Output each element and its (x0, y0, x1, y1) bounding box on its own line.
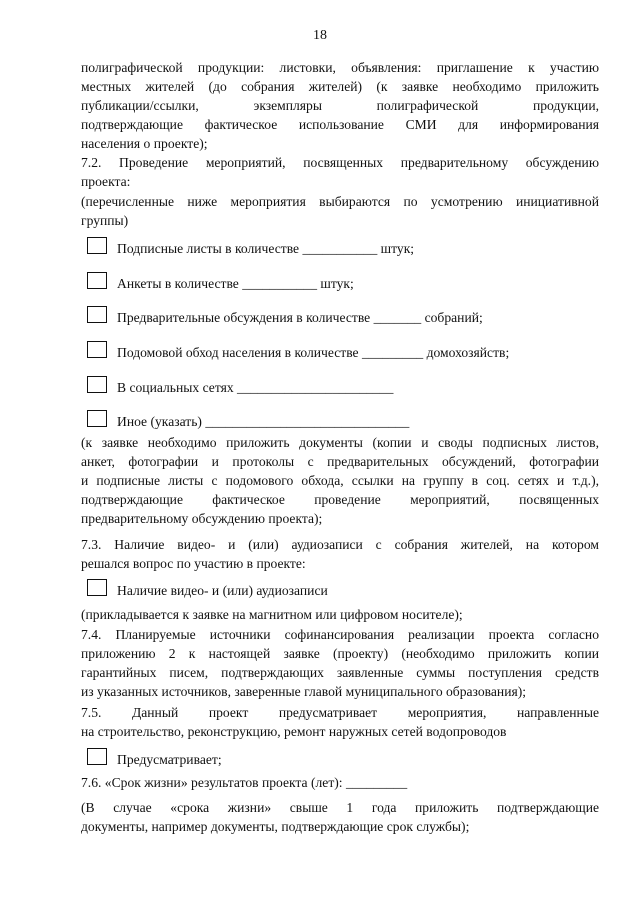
text-line: приложению 2 к настоящей заявке (проекту) (необходимо приложить копии (81, 646, 599, 661)
text-line: 7.3. Наличие видео- и (или) аудиозаписи с собрания жителей, на котором (81, 537, 599, 552)
checkbox-label-suffix: домохозяйств; (423, 345, 510, 360)
checkbox-label: Предусматривает; (117, 752, 222, 767)
provides-checkbox[interactable] (87, 748, 107, 765)
text-line: и подписные листы с подомового обхода, ссылки на группу в соц. сетях и т.д.), (81, 473, 599, 488)
questionnaires-checkbox[interactable] (87, 272, 107, 289)
text-line: подтверждающие фактическое проведение мероприятий, посвященных (81, 492, 599, 507)
text-line: (перечисленные ниже мероприятия выбираются по усмотрению инициативной (81, 194, 599, 209)
checkbox-label: В социальных сетях (117, 380, 238, 395)
section-7-6 (81, 773, 599, 792)
text-line (81, 773, 599, 792)
video-note (81, 605, 599, 624)
text-line: проекта: (81, 174, 131, 189)
checkbox-label: Предварительные обсуждения в количестве (117, 310, 374, 325)
discussions-checkbox[interactable] (87, 306, 107, 323)
checkbox-label-suffix: собраний; (421, 310, 483, 325)
text-line: 7.5. Данный проект предусматривает мероприятия, направленные (81, 705, 599, 720)
text-line: (к заявке необходимо приложить документы (копии и своды подписных листов, (81, 435, 599, 450)
note-7-2 (81, 192, 599, 230)
note-7-6 (81, 798, 599, 836)
section-7-2 (81, 153, 599, 191)
social-networks-checkbox[interactable] (87, 376, 107, 393)
video-checkbox[interactable] (87, 579, 107, 596)
text-blank[interactable]: _______________________ (237, 380, 394, 395)
section-7-5 (81, 703, 599, 741)
signature-sheets-checkbox[interactable] (87, 237, 107, 254)
project-lifetime-label: 7.6. «Срок жизни» результатов проекта (лет): (81, 775, 346, 790)
text-line: решался вопрос по участию в проекте: (81, 556, 306, 571)
text-line: из указанных источников, заверенные главой муниципального образования); (81, 684, 527, 699)
section-7-3 (81, 535, 599, 573)
text-line: на строительство, реконструкцию, ремонт наружных сетей водопроводов (81, 724, 507, 739)
text-line: 7.2. Проведение мероприятий, посвященных предварительному обсуждению (81, 155, 599, 170)
text-line: (В случае «срока жизни» свыше 1 года приложить подтверждающие (81, 800, 599, 815)
paragraph-documents (81, 433, 599, 528)
text-line: 7.4. Планируемые источники софинансирования реализации проекта согласно (81, 627, 599, 642)
checkbox-label: Наличие видео- и (или) аудиозаписи (117, 583, 328, 598)
quantity-blank[interactable]: _______ (373, 310, 422, 325)
quantity-blank[interactable]: _________ (362, 345, 424, 360)
section-7-4 (81, 625, 599, 701)
checkbox-label: Анкеты в количестве (117, 276, 243, 291)
text-line: населения о проекте); (81, 136, 208, 151)
text-line: подтверждающие фактическое использование СМИ для информирования (81, 117, 599, 132)
other-checkbox[interactable] (87, 410, 107, 427)
text-blank[interactable]: ______________________________ (205, 414, 410, 429)
checkbox-label-suffix: штук; (377, 241, 415, 256)
quantity-blank[interactable]: ___________ (302, 241, 378, 256)
checkbox-label: Подомовой обход населения в количестве (117, 345, 362, 360)
checkbox-label: Иное (указать) (117, 414, 206, 429)
quantity-blank[interactable]: ___________ (242, 276, 317, 291)
text-line: предварительному обсуждению проекта); (81, 511, 323, 526)
checkbox-label-suffix: штук; (317, 276, 354, 291)
text-line: анкет, фотографии и протоколы с предварительных обсуждений, фотографии (81, 454, 599, 469)
text-line: публикации/ссылки, экземпляры полиграфической продукции, (81, 98, 599, 113)
project-lifetime-blank[interactable]: _________ (345, 775, 408, 790)
text-line: гарантийных писем, подтверждающих заявленные суммы поступления средств (81, 665, 599, 680)
page-number: 18 (313, 28, 327, 43)
door-to-door-checkbox[interactable] (87, 341, 107, 358)
paragraph-media (81, 58, 599, 153)
checkbox-label: Подписные листы в количестве (117, 241, 303, 256)
text-line: группы) (81, 213, 129, 228)
text-line: документы, например документы, подтверждающие срок службы); (81, 819, 470, 834)
text-line: местных жителей (до собрания жителей) (к заявке необходимо приложить (81, 79, 599, 94)
text-line: полиграфической продукции: листовки, объявления: приглашение к участию (81, 60, 599, 75)
text-line: (прикладывается к заявке на магнитном или цифровом носителе); (81, 607, 463, 622)
